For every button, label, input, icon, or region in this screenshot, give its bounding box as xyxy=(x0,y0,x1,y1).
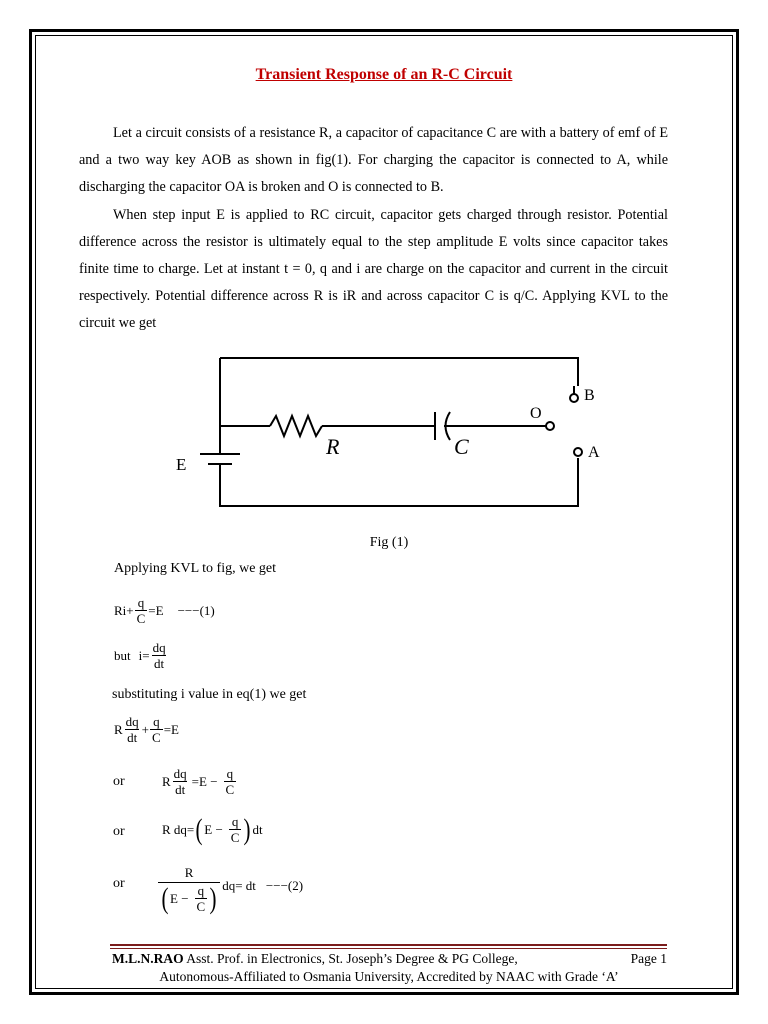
substitution-text: substituting i value in eq(1) we get xyxy=(112,687,307,702)
figure-caption: Fig (1) xyxy=(369,535,409,550)
fraction-q-over-c: $\frac{q}{C}$ xyxy=(225,766,235,797)
but-text: but xyxy=(114,647,131,663)
equals-e: =E xyxy=(163,721,179,737)
label-capacitor-c: C xyxy=(454,434,469,459)
footer-affiliation: Asst. Prof. in Electronics, St. Joseph’s Degree & PG College, xyxy=(186,951,518,966)
footer-rule-thick xyxy=(110,944,667,946)
footer-author: M.L.N.RAO xyxy=(112,951,184,966)
footer-line-2: Autonomous-Affiliated to Osmania University, Accredited by NAAC with Grade ‘A’ xyxy=(159,969,619,984)
fraction-dq-dt: $\frac{dq}{dt}$ xyxy=(152,640,166,671)
terminal-a xyxy=(574,448,582,456)
right-paren: ) xyxy=(209,881,217,915)
paragraph-step-input: When step input E is applied to RC circuit, capacitor gets charged through resistor. Potential difference across the resistor is ultimately equal to the step amplitude E volts since capacitor takes finite time to charge. Let at instant t = 0, q and i are charge on the capacitor and current in the circuit respectively. Potential difference across R is iR and across capacitor C is q/C. Applying KVL to the circuit we get xyxy=(79,207,668,331)
equation-substituted xyxy=(114,714,179,745)
footer-rule-thin xyxy=(110,948,667,949)
or-label-3: or xyxy=(113,876,125,891)
page-number: Page 1 xyxy=(630,951,667,966)
page-title: Transient Response of an R-C Circuit xyxy=(255,66,513,83)
left-paren: ( xyxy=(161,881,169,915)
dt-tail: dt xyxy=(252,821,263,837)
dq-equals-dt: dq= dt xyxy=(222,878,256,893)
equation-current xyxy=(114,640,169,671)
equals-e-minus: =E − xyxy=(191,773,218,789)
plus-sign: + xyxy=(141,721,150,737)
fraction-q-over-c: $\frac{q}{C}$ xyxy=(196,883,206,914)
terminal-o xyxy=(546,422,554,430)
eq2-tag: −−−(2) xyxy=(265,878,304,893)
fraction-q-over-c: $\frac{q}{C}$ xyxy=(152,714,161,745)
right-paren: ) xyxy=(243,812,251,846)
terminal-b xyxy=(570,394,578,402)
or-label-1: or xyxy=(113,774,125,789)
kvl-intro-text: Applying KVL to fig, we get xyxy=(114,561,277,576)
fraction-q-over-c: $\frac{q}{C}$ xyxy=(136,595,146,626)
eq1-right: =E xyxy=(148,602,164,618)
fraction-dq-dt: $\frac{dq}{dt}$ xyxy=(125,714,139,745)
r-dq-equals: R dq= xyxy=(162,821,195,837)
r-symbol: R xyxy=(162,773,171,789)
bottom-wire xyxy=(220,458,578,506)
rc-circuit-diagram xyxy=(160,350,620,515)
paragraph-circuit-intro: Let a circuit consists of a resistance R, a capacitor of capacitance C are with a battery of emf of E and a two way key AOB as shown in fig(1). For charging the capacitor is connected to A, while discharging the capacitor OA is broken and O is connected to B. xyxy=(79,125,668,195)
or-label-2: or xyxy=(113,824,125,839)
eq1-left: Ri+ xyxy=(114,602,134,618)
fraction-q-over-c: $\frac{q}{C}$ xyxy=(230,814,240,845)
top-wire xyxy=(220,358,578,386)
left-paren: ( xyxy=(195,812,203,846)
r-symbol: R xyxy=(114,721,123,737)
equation-rearranged xyxy=(162,766,237,797)
label-terminal-b: B xyxy=(584,387,595,404)
label-battery-e: E xyxy=(176,455,187,474)
label-terminal-a: A xyxy=(588,444,600,461)
eq1-tag: −−−(1) xyxy=(177,602,215,618)
fraction-r-over-expression: R ( E − $\frac{q}{C}$ ) xyxy=(158,864,220,914)
i-equals: i= xyxy=(138,647,150,663)
label-resistor-r: R xyxy=(326,434,340,459)
equation-1 xyxy=(114,595,215,626)
resistor-zigzag xyxy=(270,416,322,436)
equation-separated xyxy=(162,814,263,845)
e-minus: E − xyxy=(204,821,223,837)
footer-line-1 xyxy=(112,951,667,967)
fraction-dq-dt: $\frac{dq}{dt}$ xyxy=(173,766,187,797)
equation-2 xyxy=(158,864,303,914)
label-switch-o: O xyxy=(530,405,542,422)
